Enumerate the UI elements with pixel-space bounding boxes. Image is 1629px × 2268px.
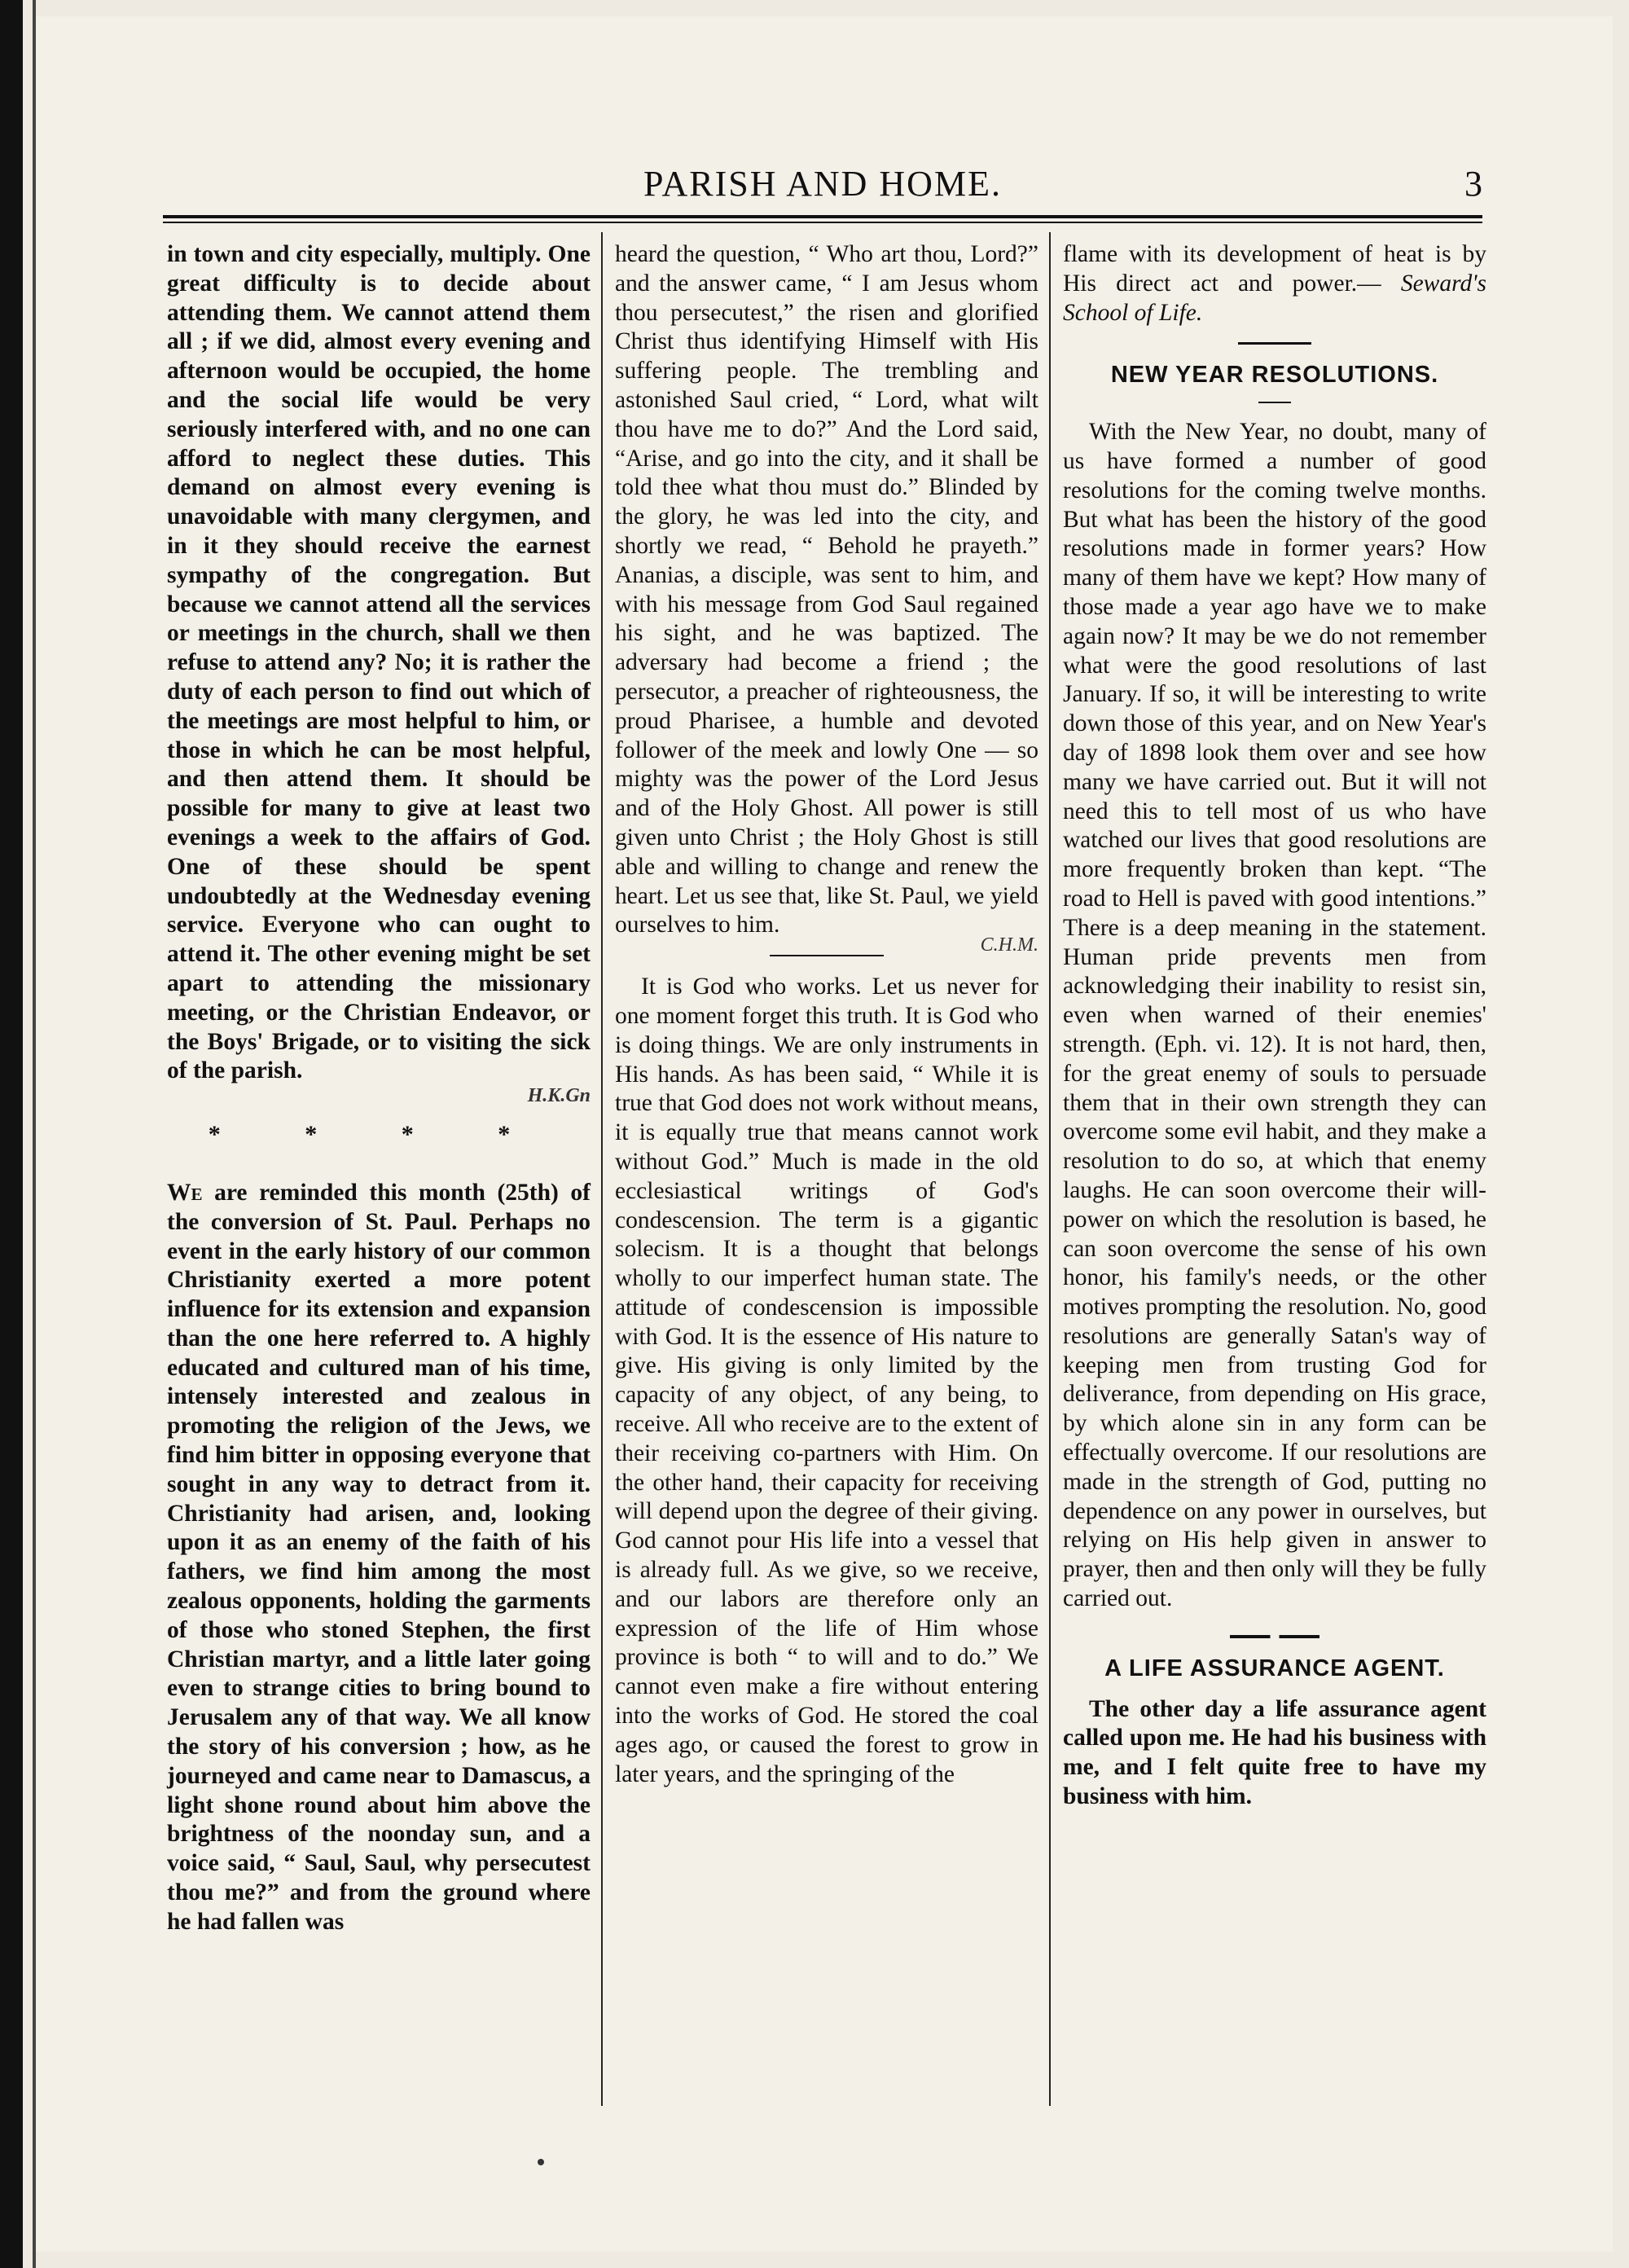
heading-underline (1258, 402, 1291, 403)
heading-new-year-resolutions: NEW YEAR RESOLUTIONS. (1110, 362, 1439, 389)
paragraph-resolutions: With the New Year, no doubt, many of us have formed a number of good resolutions for the coming twelve months. But what has been the history of the good resolutions made in former years? How many of them have we kept? How many of those made a year ago have we to make again now? It may be we do not remember what were the good resolutions of last January. If so, it will be interesting to write down those of this year, and on New Year's day of 1898 look them over and see how many we have carried out. But it will not need this to tell most of us who have watched our lives that good resolutions are more frequently broken than kept. “The road to Hell is paved with good intentions.” There is a deep meaning in the statement. Human pride prevents men from acknowledging their inability to resist sin, even when warned of their enemies' strength. (Eph. vi. 12). It is not hard, then, for the great enemy of souls to persuade them that in their own strength they can overcome some evil habit, and they make a resolution to do so, at which that enemy laughs. He can soon overcome their will-power on which the resolution is based, he can soon overcome the sense of his own honor, his family's needs, or the other motives prompting the resolution. No, good resolutions are generally Satan's way of keeping men from trusting God for deliverance, from depending on His grace, by which alone sin in any form can be effectually overcome. If our resolutions are made in the strength of God, putting no dependence on any power in ourselves, but relying on His help given in answer to prayer, then and then only will they be fully carried out. (1063, 419, 1486, 1612)
scan-edge-shadow (0, 0, 23, 2268)
column-rule (1049, 232, 1051, 2106)
ink-speck (538, 2159, 544, 2165)
running-title: PARISH AND HOME. (643, 164, 1002, 204)
column-2 (615, 240, 1038, 1789)
section-divider (1238, 342, 1311, 345)
section-stars: * * * * (208, 1121, 550, 1149)
paragraph-conversion-st-paul (167, 1179, 591, 1937)
section-divider (770, 955, 884, 956)
column-3 (1063, 240, 1486, 1812)
paragraph-conversion-continued: heard the question, “ Who art thou, Lord?” and the answer came, “ I am Jesus whom thou persecutest,” the risen and glorified Christ thus identifying Himself with His suffering people. The trembling and astonished Saul cried, “ Lord, what wilt thou have me to do?” And the Lord said, “Arise, and go into the city, and it shall be told thee what thou must do.” Blinded by the glory, he was led into the city, and shortly we read, “ Behold he prayeth.” Ananias, a disciple, was sent to him, and with his message from God Saul regained his sight, and he was baptized. The adversary had become a friend ; the persecutor, a preacher of righteousness, the proud Pharisee, a humble and devoted follower of the meek and lowly One — so mighty was the power of the Lord Jesus and of the Holy Ghost. All power is still given unto Christ ; the Holy Ghost is still able and willing to change and renew the heart. Let us see that, like St. Paul, we yield ourselves to him. (615, 241, 1038, 938)
heading-life-assurance-agent: A LIFE ASSURANCE AGENT. (1104, 1655, 1445, 1681)
header-rule (163, 215, 1482, 223)
paragraph-lead-word: We (167, 1179, 203, 1206)
source-citation: Seward's School of Life. (1063, 270, 1487, 326)
paragraph-parish-meetings: in town and city especially, multiply. One great difficulty is to decide about attending them. We cannot attend them all ; if we did, almost every evening and afternoon would be occupied, the home and the social life would be very seriously interfered with, and no one can afford to neglect these duties. This demand on almost every evening is unavoidable with many clergymen, and in it they should receive the earnest sympathy of the congregation. But because we cannot attend all the services or meetings in the church, shall we then refuse to attend any? No; it is rather the duty of each person to find out which of the meetings are most helpful to him, or those in which he can be most helpful, and then attend them. It should be possible for many to give at least two evenings a week to the affairs of God. One of these should be spent undoubtedly at the Wednesday evening service. Everyone who can ought to attend it. The other evening might be set apart to attending the missionary meeting, or the Christian Endeavor, or the Boys' Brigade, or to visiting the sick of the parish. (167, 241, 591, 1084)
paragraph-body: flame with its development of heat is by His direct act and power.— (1063, 241, 1486, 297)
author-initials: H.K.Gn (527, 1085, 591, 1107)
column-rule (601, 232, 603, 2106)
paragraph-god-who-works: It is God who works. Let us never for one moment forget this truth. It is God who is doing things. We are only instruments in His hands. As has been said, “ While it is true that God does not work without means, it is equally true that means cannot work without God.” Much is made in the old ecclesiastical writings of God's condescension. The term is a gigantic solecism. It is a thought that belongs wholly to our imperfect human state. The attitude of condescension is impossible with God. It is the essence of His nature to give. His giving is only limited by the capacity of any object, of any being, to receive. All who receive are to the extent of their receiving co-partners with Him. On the other hand, their capacity for receiving will depend upon the degree of their giving. God cannot pour His life into a vessel that is already full. As we give, so we receive, and our labors are therefore only an expression of the life of Him whose province is both “ to will and to do.” We cannot even make a fire without entering into the works of God. He stored the coal ages ago, or caused the forest to grow in later years, and the springing of the (615, 974, 1038, 1787)
section-divider (1230, 1635, 1319, 1638)
author-initials: C.H.M. (980, 934, 1038, 956)
scan-edge-line (33, 0, 36, 2268)
column-1 (167, 240, 591, 1937)
page-header (163, 163, 1482, 220)
paragraph-flame (1063, 240, 1486, 327)
paragraph-life-assurance: The other day a life assurance agent called upon me. He had his business with me, and I felt quite free to have my business with him. (1063, 1695, 1486, 1810)
page-number: 3 (1464, 164, 1482, 204)
paragraph-body: are reminded this month (25th) of the conversion of St. Paul. Perhaps no event in the early history of our common Christianity exerted a more potent influence for its extension and expansion than the one here referred to. A highly educated and cultured man of his time, intensely interested and zealous in promoting the religion of the Jews, we find him bitter in opposing everyone that sought in any way to detract from it. Christianity had arisen, and, looking upon it as an enemy of the faith of his fathers, we find him among the most zealous opponents, holding the garments of those who stoned Stephen, the first Christian martyr, and a little later going even to strange cities to bring bound to Jerusalem any of that way. We all know the story of his conversion ; how, as he journeyed and came near to Damascus, a light shone round about him above the brightness of the noonday sun, and a voice said, “ Saul, Saul, why persecutest thou me?” and from the ground where he had fallen was (167, 1179, 591, 1935)
